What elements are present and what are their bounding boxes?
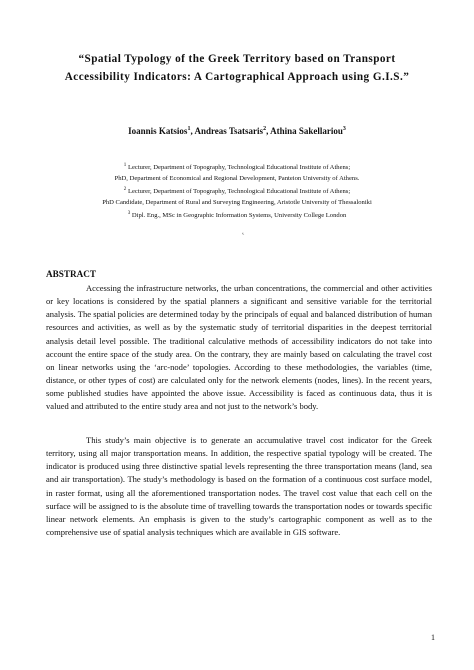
affiliation-2 [30, 185, 444, 208]
affil-text: Lecturer, Department of Topography, Technological Educational Institute of Athens; [127, 188, 351, 196]
author-name: Ioannis Katsios [128, 126, 188, 136]
author-affil-mark: 1 [187, 126, 191, 132]
page-number: 1 [431, 633, 435, 642]
affiliation-3 [30, 209, 444, 222]
author-name: Athina Sakellariou [270, 126, 343, 136]
author-list: Ioannis Katsios$^1$, Andreas Tsatsaris$^2$, Athina Sakellariou$^3$ [128, 126, 346, 136]
affil-text: PhD, Department of Economical and Regional Development, Panteion University of Athens. [114, 174, 360, 182]
author-affil-mark: 2 [263, 126, 267, 132]
abstract-paragraph-1: Accessing the infrastructure networks, the urban concentrations, the commercial and other activities or key locations is considered by the spatial planners a significant and sensitive variable for the territorial analysis. The spatial policies are determined today by the principals of equal and balanced distribution of human resources and activities, as well as by the systematic study of territorial disparities in the deepest territorial analysis detail level possible. The traditional calculative methods of accessibility indicators do not take into account the entire space of the study area. On the contrary, they are mainly based on calculating the travel cost on linear networks using the ‘arc-node’ topologies. According to these methodologies, the variables (time, distance, or other types of cost) are calculated only for the network elements (nodes, lines). In the recent years, some published studies have appointed the above issue. Accessibility is faced as continuous data, thus it is valued and attributed to the entire study area and not just to the network’s body. [46, 283, 432, 412]
affil-text: Dipl. Eng., MSc in Geographic Information Systems, University College London [131, 212, 347, 220]
affil-mark: 1 [123, 163, 127, 168]
abstract-heading: ABSTRACT [46, 269, 97, 279]
author-affil-mark: 3 [342, 126, 346, 132]
author-name: Andreas Tsatsaris [194, 126, 264, 136]
affil-mark: 2 [123, 187, 127, 192]
paper-title [30, 50, 444, 86]
affil-text: PhD Candidate, Department of Rural and Surveying Engineering, Aristotle University of Thessaloniki [102, 198, 372, 206]
affil-mark: 3 [127, 211, 131, 216]
stray-mark: ˛ [242, 226, 245, 235]
title-line-2: Accessibility Indicators: A Cartographical Approach using G.I.S.” [64, 71, 410, 83]
affil-text: Lecturer, Department of Topography, Technological Educational Institute of Athens; [127, 164, 351, 172]
affiliation-1 [30, 161, 444, 184]
title-line-1: “Spatial Typology of the Greek Territory based on Transport [78, 53, 396, 65]
abstract-paragraph-2: This study’s main objective is to generate an accumulative travel cost indicator for the Greek territory, using all major transportation means. In addition, the respective spatial typology will be created. The indicator is produced using three distinctive spatial levels representing the three transportation means (land, sea and air transportation). The study’s methodology is based on the formation of a continuous cost surface model, in raster format, using all the aforementioned transportation nodes. The travel cost value that each cell on the surface will be assigned to is the absolute time of travelling towards the transportation nodes or towards specific linear network elements. An emphasis is given to the study’s cartographic component as well as to the comprehensive use of spatial analysis techniques which are available in GIS software. [46, 435, 432, 538]
